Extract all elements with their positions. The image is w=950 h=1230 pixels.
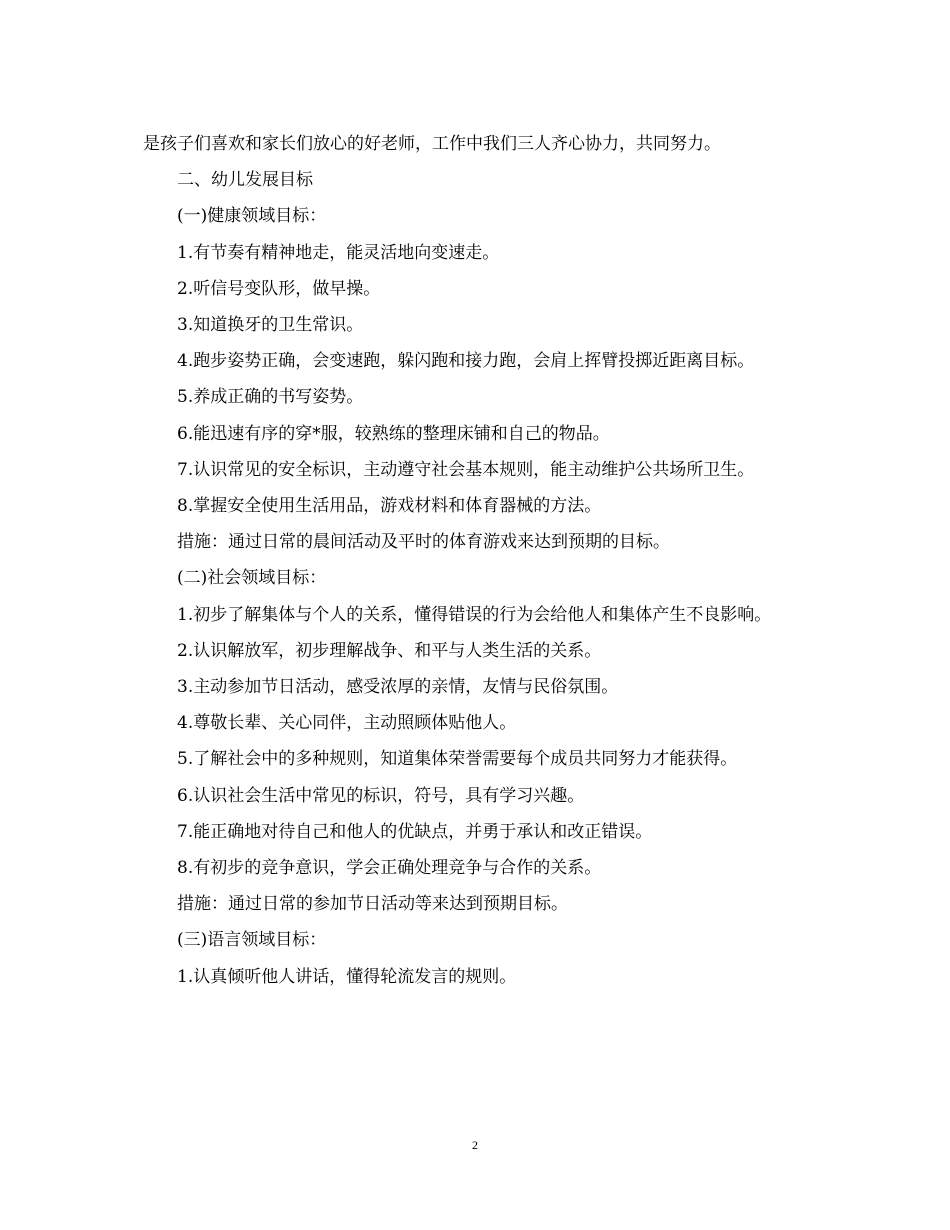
- subsection-heading: (二)社会领域目标：: [177, 568, 327, 589]
- measures-paragraph: 措施：通过日常的参加节日活动等来达到预期目标。: [177, 894, 568, 915]
- list-item: 7.能正确地对待自己和他人的优缺点，并勇于承认和改正错误。: [177, 821, 653, 842]
- list-item: 3.知道换牙的卫生常识。: [177, 315, 364, 336]
- list-item: 2.认识解放军，初步理解战争、和平与人类生活的关系。: [177, 640, 602, 661]
- list-item: 4.跑步姿势正确，会变速跑，躲闪跑和接力跑，会肩上挥臂投掷近距离目标。: [177, 351, 755, 372]
- section-heading: 二、幼儿发展目标: [177, 170, 313, 191]
- list-item: 1.初步了解集体与个人的关系，懂得错误的行为会给他人和集体产生不良影响。: [177, 604, 772, 625]
- list-item: 3.主动参加节日活动，感受浓厚的亲情，友情与民俗氛围。: [177, 677, 619, 698]
- list-item: 4.尊敬长辈、关心同伴，主动照顾体贴他人。: [177, 713, 517, 734]
- list-item: 2.听信号变队形，做早操。: [177, 278, 381, 299]
- list-item: 7.认识常见的安全标识，主动遵守社会基本规则，能主动维护公共场所卫生。: [177, 459, 755, 480]
- list-item: 8.有初步的竞争意识，学会正确处理竞争与合作的关系。: [177, 858, 602, 879]
- subsection-heading: (一)健康领域目标：: [177, 206, 327, 227]
- document-body: [143, 126, 807, 995]
- list-item: 1.认真倾听他人讲话，懂得轮流发言的规则。: [177, 966, 517, 987]
- list-item: 5.养成正确的书写姿势。: [177, 387, 364, 408]
- list-item: 1.有节奏有精神地走，能灵活地向变速走。: [177, 242, 500, 263]
- measures-paragraph: 措施：通过日常的晨间活动及平时的体育游戏来达到预期的目标。: [177, 532, 670, 553]
- paragraph: 是孩子们喜欢和家长们放心的好老师，工作中我们三人齐心协力，共同努力。: [143, 134, 721, 154]
- subsection-heading: (三)语言领域目标：: [177, 930, 327, 951]
- list-item: 8.掌握安全使用生活用品，游戏材料和体育器械的方法。: [177, 496, 602, 517]
- page-number: 2: [472, 1138, 478, 1152]
- list-item: 5.了解社会中的多种规则，知道集体荣誉需要每个成员共同努力才能获得。: [177, 749, 738, 770]
- list-item: 6.认识社会生活中常见的标识，符号，具有学习兴趣。: [177, 785, 585, 806]
- list-item: 6.能迅速有序的穿*服，较熟练的整理床铺和自己的物品。: [177, 423, 610, 444]
